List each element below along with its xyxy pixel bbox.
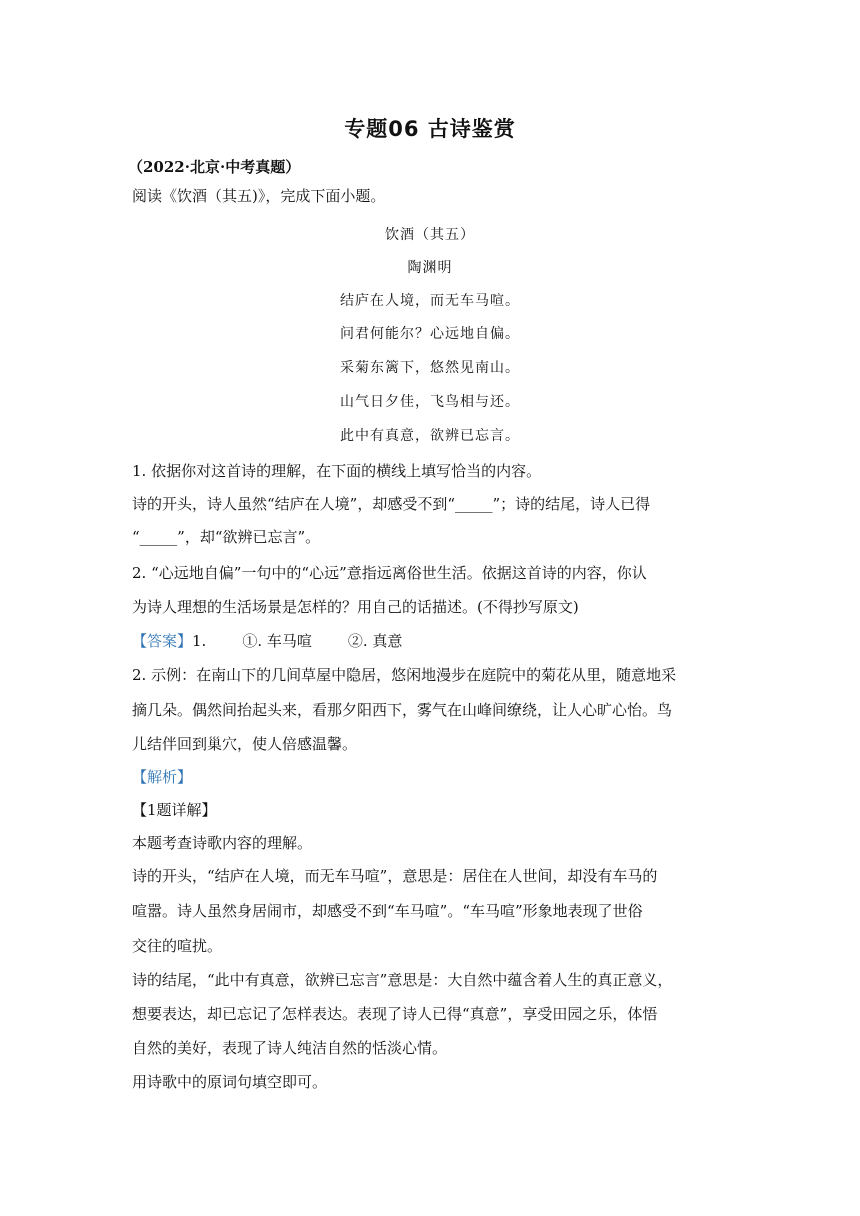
answer-row — [132, 631, 732, 651]
question-1-text: 诗的开头，诗人虽然“结庐在人境”，却感受不到“_____”；诗的结尾，诗人已得 — [132, 495, 651, 513]
analysis-text: 想要表达，却已忘记了怎样表达。表现了诗人已得“真意”，享受田园之乐，体悟 — [132, 1005, 658, 1023]
poem-author: 陶渊明 — [407, 260, 453, 276]
poem-line: 结庐在人境，而无车马喧。 — [340, 293, 520, 309]
answer-number: 1. — [192, 632, 207, 650]
analysis-text: 诗的开头，“结庐在人境，而无车马喧”，意思是：居住在人世间，却没有车马的 — [132, 867, 658, 885]
analysis-text: 用诗歌中的原词句填空即可。 — [132, 1073, 328, 1091]
answer-blank-2: ②. 真意 — [347, 632, 403, 650]
question-2: 2. “心远地自偏”一句中的“心远”意指远离俗世生活。依据这首诗的内容，你认 — [132, 564, 647, 582]
analysis-text: 诗的结尾，“此中有真意，欲辨已忘言”意思是：大自然中蕴含着人生的真正意义， — [132, 971, 673, 989]
question-1: 1. 依据你对这首诗的理解，在下面的横线上填写恰当的内容。 — [132, 462, 542, 480]
analysis-text: 交往的喧扰。 — [132, 937, 223, 955]
analysis-text: 喧嚣。诗人虽然身居闹市，却感受不到“车马喧”。“车马喧”形象地表现了世俗 — [132, 902, 643, 920]
answer-2-text: 摘几朵。偶然间抬起头来，看那夕阳西下，雾气在山峰间缭绕，让人心旷心怡。鸟 — [132, 701, 673, 719]
question-2-text: 为诗人理想的生活场景是怎样的？用自己的话描述。(不得抄写原文) — [132, 598, 579, 616]
answer-2-text: 2. 示例：在南山下的几间草屋中隐居，悠闲地漫步在庭院中的菊花从里，随意地采 — [132, 666, 677, 684]
analysis-text: 本题考查诗歌内容的理解。 — [132, 834, 313, 852]
exam-source: （2022·北京·中考真题） — [128, 158, 301, 176]
analysis-subtitle: 【1题详解】 — [132, 801, 217, 819]
answer-blank-1: ①. 车马喧 — [242, 632, 312, 650]
poem-line: 问君何能尔？心远地自偏。 — [340, 326, 520, 342]
analysis-text: 自然的美好，表现了诗人纯洁自然的恬淡心情。 — [132, 1039, 448, 1057]
answer-label: 【答案】 — [132, 632, 193, 650]
page-title: 专题06 古诗鉴赏 — [344, 117, 516, 141]
analysis-label: 【解析】 — [132, 768, 193, 786]
question-1-text: “_____”，却“欲辨已忘言”。 — [132, 528, 321, 546]
poem-line: 此中有真意，欲辨已忘言。 — [340, 428, 520, 444]
poem-title: 饮酒（其五） — [385, 227, 475, 243]
poem-line: 山气日夕佳，飞鸟相与还。 — [340, 394, 520, 410]
reading-intro: 阅读《饮酒（其五)》，完成下面小题。 — [132, 187, 386, 205]
answer-2-text: 儿结伴回到巢穴，使人倍感温馨。 — [132, 735, 358, 753]
poem-line: 采菊东篱下，悠然见南山。 — [340, 360, 520, 376]
